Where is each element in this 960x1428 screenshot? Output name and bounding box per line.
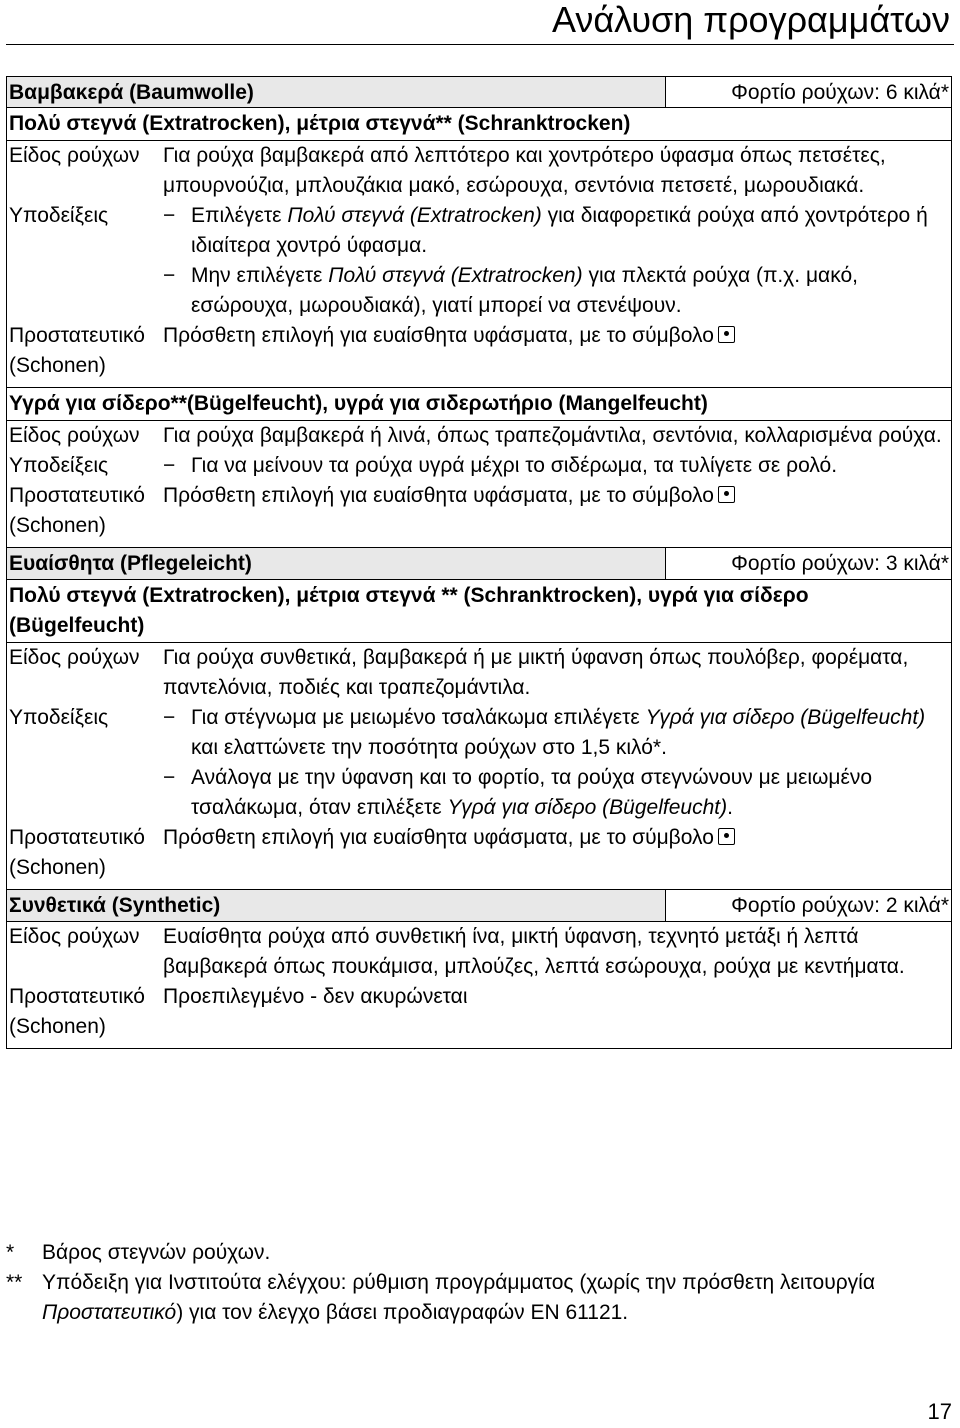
- footnote-text: Βάρος στεγνών ρούχων.: [42, 1241, 271, 1264]
- fabric-label: Είδος ρούχων: [9, 424, 140, 447]
- protect-label: Προστατευτικό (Schonen): [9, 324, 145, 377]
- tips-label: Υποδείξεις: [9, 706, 109, 729]
- program-load: Φορτίο ρούχων: 6 κιλά*: [665, 77, 951, 107]
- program-name: Ευαίσθητα (Pflegeleicht): [9, 552, 252, 575]
- fabric-text: Για ρούχα βαμβακερά από λεπτότερο και χοντρότερο ύφασμα όπως πετσέτες, μπουρνούζια, μπλουζάκια μακό, εσώρουχα, σεντόνια πετσετέ, μωρουδιακά.: [163, 144, 886, 197]
- page-title: Ανάλυση προγραμμάτων: [552, 0, 950, 40]
- footnote-mark: **: [6, 1271, 23, 1294]
- program-name: Συνθετικά (Synthetic): [9, 894, 221, 917]
- footnote-mark: *: [6, 1241, 15, 1264]
- protect-text: Πρόσθετη επιλογή για ευαίσθητα υφάσματα, με το σύμβολο: [163, 826, 714, 849]
- fabric-row: [6, 643, 952, 703]
- dash-bullet: −: [163, 766, 176, 789]
- program-header-easycare: [6, 548, 952, 580]
- footnote: [6, 1238, 946, 1268]
- fabric-row: [6, 922, 952, 982]
- protect-row: [6, 321, 952, 388]
- footnote-text: Υπόδειξη για Ινστιτούτα ελέγχου: ρύθμιση προγράμματος (χωρίς την πρόσθετη λειτουργία Προστατευτικό) για τον έλεγχο βάσει προδιαγραφών EN 61121.: [42, 1271, 875, 1324]
- fabric-text: Για ρούχα βαμβακερά ή λινά, όπως τραπεζομάντιλα, σεντόνια, κολλαρισμένα ρούχα.: [163, 424, 942, 447]
- fabric-text: Για ρούχα συνθετικά, βαμβακερά ή με μικτή ύφανση όπως πουλόβερ, φορέματα, παντελόνια, ποδιές και τραπεζομάντιλα.: [163, 646, 909, 699]
- program-header-cotton: [6, 76, 952, 108]
- page-number: 17: [927, 1399, 952, 1424]
- program-load: Φορτίο ρούχων: 2 κιλά*: [665, 890, 951, 921]
- program-table: [6, 76, 952, 1049]
- gentle-care-symbol-icon: [718, 326, 735, 343]
- dash-bullet: −: [163, 454, 176, 477]
- protect-row: [6, 982, 952, 1049]
- tips-label: Υποδείξεις: [9, 454, 109, 477]
- dryness-level-header: Πολύ στεγνά (Extratrocken), μέτρια στεγνά** (Schranktrocken): [6, 108, 952, 141]
- protect-text: Πρόσθετη επιλογή για ευαίσθητα υφάσματα, με το σύμβολο: [163, 324, 714, 347]
- tip-item: − Μην επιλέγετε Πολύ στεγνά (Extratrocken) για πλεκτά ρούχα (π.χ. μακό, εσώρουχα, μωρουδιακά), γιατί μπορεί να στενέψουν.: [163, 261, 945, 321]
- protect-text: Πρόσθετη επιλογή για ευαίσθητα υφάσματα, με το σύμβολο: [163, 484, 714, 507]
- protect-label: Προστατευτικό (Schonen): [9, 826, 145, 879]
- dryness-level-header: Υγρά για σίδερο**(Bügelfeucht), υγρά για σιδερωτήριο (Mangelfeucht): [6, 388, 952, 421]
- fabric-label: Είδος ρούχων: [9, 925, 140, 948]
- fabric-row: [6, 141, 952, 201]
- dryness-level-header: Πολύ στεγνά (Extratrocken), μέτρια στεγνά ** (Schranktrocken), υγρά για σίδερο (Bügelfeucht): [6, 580, 952, 643]
- dash-bullet: −: [163, 204, 176, 227]
- fabric-row: [6, 421, 952, 451]
- fabric-text: Ευαίσθητα ρούχα από συνθετική ίνα, μικτή ύφανση, τεχνητό μετάξι ή λεπτά βαμβακερά όπως πουκάμισα, μπλούζες, λεπτά εσώρουχα, ρούχα με κεντήματα.: [163, 925, 905, 978]
- title-divider: [6, 44, 954, 45]
- tips-row: [6, 201, 952, 321]
- protect-label: Προστατευτικό (Schonen): [9, 985, 145, 1038]
- program-header-synthetic: [6, 890, 952, 922]
- fabric-label: Είδος ρούχων: [9, 646, 140, 669]
- protect-row: [6, 823, 952, 890]
- gentle-care-symbol-icon: [718, 828, 735, 845]
- protect-row: [6, 481, 952, 548]
- tip-item: − Επιλέγετε Πολύ στεγνά (Extratrocken) για διαφορετικά ρούχα από χοντρότερο ή ιδιαίτερα χοντρό ύφασμα.: [163, 201, 945, 261]
- fabric-label: Είδος ρούχων: [9, 144, 140, 167]
- tips-label: Υποδείξεις: [9, 204, 109, 227]
- footnote: [6, 1268, 946, 1328]
- tip-item: − Για στέγνωμα με μειωμένο τσαλάκωμα επιλέγετε Υγρά για σίδερο (Bügelfeucht) και ελαττώνετε την ποσότητα ρούχων στο 1,5 κιλό*.: [163, 703, 945, 763]
- dash-bullet: −: [163, 706, 176, 729]
- tips-row: [6, 703, 952, 823]
- footnotes: [6, 1238, 946, 1328]
- program-name: Βαμβακερά (Baumwolle): [9, 81, 254, 104]
- tip-item: − Ανάλογα με την ύφανση και το φορτίο, τα ρούχα στεγνώνουν με μειωμένο τσαλάκωμα, όταν επιλέξετε Υγρά για σίδερο (Bügelfeucht).: [163, 763, 945, 823]
- dash-bullet: −: [163, 264, 176, 287]
- protect-label: Προστατευτικό (Schonen): [9, 484, 145, 537]
- program-load: Φορτίο ρούχων: 3 κιλά*: [665, 548, 951, 579]
- tips-row: [6, 451, 952, 481]
- tip-item: − Για να μείνουν τα ρούχα υγρά μέχρι το σιδέρωμα, τα τυλίγετε σε ρολό.: [163, 451, 945, 481]
- protect-text: Προεπιλεγμένο - δεν ακυρώνεται: [163, 985, 468, 1008]
- gentle-care-symbol-icon: [718, 486, 735, 503]
